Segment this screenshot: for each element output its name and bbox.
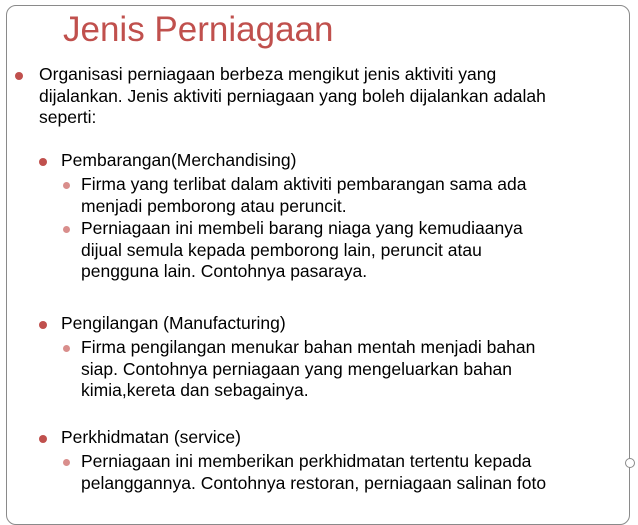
- sub-point-line: pelanggannya. Contohnya restoran, perniagaan salinan foto: [81, 472, 547, 493]
- sub-point-line: Firma yang terlibat dalam aktiviti pembarangan sama ada: [81, 174, 527, 194]
- section-heading-merchandising: [61, 150, 296, 172]
- frame-corner-dot: [625, 458, 635, 468]
- sub-point-line: Firma pengilangan menukar bahan mentah menjadi bahan: [81, 337, 536, 357]
- sub-bullet-icon: [63, 345, 70, 352]
- sub-point-line: Perniagaan ini memberikan perkhidmatan tertentu kepada: [81, 451, 532, 471]
- sub-point-line: pengguna lain. Contohnya pasaraya.: [81, 261, 368, 281]
- sub-point-line: dijual semula kepada pemborong lain, peruncit atau: [81, 239, 482, 260]
- intro-paragraph: [39, 64, 546, 129]
- section-heading-manufacturing: [61, 313, 286, 335]
- sub-point-line: Perniagaan ini membeli barang niaga yang kemudiaanya: [81, 218, 523, 238]
- intro-line: dijalankan. Jenis aktiviti perniagaan yang boleh dijalankan adalah: [39, 85, 546, 106]
- bullet-icon: [39, 435, 47, 443]
- bullet-icon: [15, 72, 23, 80]
- intro-line: Organisasi perniagaan berbeza mengikut jenis aktiviti yang: [39, 64, 497, 84]
- sub-bullet-icon: [63, 459, 70, 466]
- sub-point: [81, 451, 546, 494]
- section-heading-text: Pembarangan(Merchandising): [61, 150, 297, 170]
- slide-title: Jenis Perniagaan: [63, 10, 334, 49]
- sub-point: [81, 337, 535, 402]
- sub-point-line: siap. Contohnya perniagaan yang mengeluarkan bahan: [81, 358, 513, 379]
- section-heading-service: [61, 427, 241, 449]
- bullet-icon: [39, 321, 47, 329]
- sub-point-line: kimia,kereta dan sebagainya.: [81, 380, 309, 400]
- sub-point: [81, 218, 523, 283]
- bullet-icon: [39, 158, 47, 166]
- sub-point-line: menjadi pemborong atau peruncit.: [81, 195, 347, 216]
- sub-bullet-icon: [63, 182, 70, 189]
- sub-point: [81, 174, 527, 217]
- section-heading-text: Pengilangan (Manufacturing): [61, 313, 286, 333]
- sub-bullet-icon: [63, 226, 70, 233]
- intro-line: seperti:: [39, 107, 97, 127]
- section-heading-text: Perkhidmatan (service): [61, 427, 241, 447]
